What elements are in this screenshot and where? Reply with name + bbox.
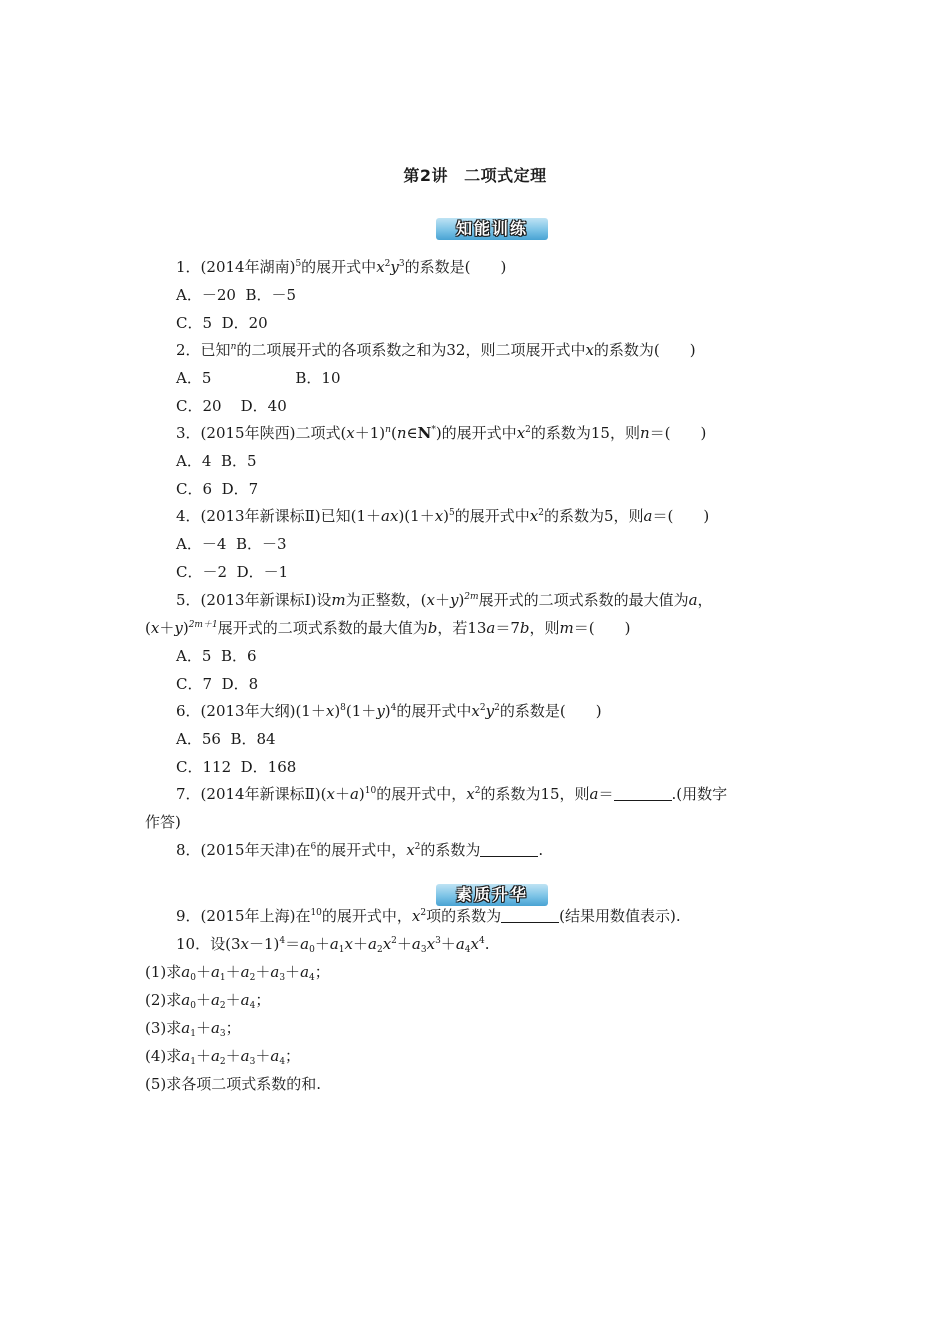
option-c: C．7 bbox=[176, 675, 213, 693]
option-b: B．84 bbox=[230, 730, 276, 748]
question-10-part-1: (1)求$a_0+a_1+a_2+a_3+a_4$； bbox=[145, 963, 330, 983]
answer-blank bbox=[614, 786, 672, 801]
option-d: D．8 bbox=[221, 675, 259, 693]
option-c: C．6 bbox=[176, 480, 213, 498]
option-a: A．－20 bbox=[176, 286, 236, 304]
option-a: A．－4 bbox=[176, 535, 227, 553]
option-c: C．－2 bbox=[176, 563, 228, 581]
section-banner-2: 素质升华 bbox=[436, 884, 548, 906]
question-4-options-ab bbox=[176, 534, 287, 554]
section-banner-1: 知能训练 bbox=[436, 218, 548, 240]
question-3-options-cd bbox=[176, 479, 258, 499]
option-a: A．5 bbox=[176, 369, 212, 387]
answer-blank bbox=[480, 842, 538, 857]
question-7-line-2: 作答) bbox=[145, 813, 181, 831]
question-1-options-cd bbox=[176, 313, 268, 333]
question-1: 1．(2014年湖南)$^5$的展开式中$x^2y^3$的系数是( ) bbox=[176, 258, 507, 276]
option-d: D．20 bbox=[221, 314, 268, 332]
question-10: 10．设$(3x-1)^4=a_0+a_1x+a_2x^2+a_3x^3+a_4x^4$. bbox=[176, 935, 490, 955]
question-3: 3．(2015年陕西)二项式$(x+1)^n(n\in N^*)$的展开式中$x^2$的系数为15，则n＝( ) bbox=[176, 424, 707, 442]
question-10-part-3: (3)求$a_1+a_3$； bbox=[145, 1019, 241, 1039]
option-a: A．56 bbox=[176, 730, 221, 748]
option-b: B．－3 bbox=[235, 535, 287, 553]
option-d: D．168 bbox=[240, 758, 297, 776]
option-c: C．112 bbox=[176, 758, 232, 776]
option-a: A．4 bbox=[176, 452, 212, 470]
option-c: C．5 bbox=[176, 314, 213, 332]
question-7: 7．(2014年新课标$Ⅱ)(x+a)^{10}$的展开式中，$x^2$的系数为15，则a＝ .(用数字 bbox=[176, 785, 728, 803]
question-6: 6．(2013年大纲)$(1+x)^8(1+y)^4$的展开式中$x^2y^2$的系数是( ) bbox=[176, 702, 602, 720]
question-2: 2．已知$^n$的二项展开式的各项系数之和为32，则二项展开式中x的系数为( ) bbox=[176, 341, 696, 359]
question-8: 8．(2015年天津)在$^6$的展开式中，$x^2$的系数为 . bbox=[176, 841, 544, 859]
question-5-options-ab bbox=[176, 646, 257, 666]
question-2-options-ab bbox=[176, 368, 341, 388]
option-b: B．5 bbox=[220, 452, 257, 470]
question-4-options-cd bbox=[176, 562, 288, 582]
question-10-part-2: (2)求$a_0+a_2+a_4$； bbox=[145, 991, 271, 1011]
question-2-options-cd bbox=[176, 396, 287, 416]
answer-blank bbox=[501, 908, 559, 923]
option-d: D．7 bbox=[221, 480, 259, 498]
question-4: 4．(2013年新课标Ⅱ)已知$(1+ax)(1+x)^5$的展开式中$x^2$的系数为5，则a＝( ) bbox=[176, 507, 710, 525]
question-6-options-cd bbox=[176, 757, 296, 777]
question-6-options-ab bbox=[176, 729, 276, 749]
question-5: 5．(2013年新课标Ⅰ)设m为正整数，$(x+y)^{2m}$展开式的二项式系数的最大值为a， bbox=[176, 591, 713, 609]
question-3-options-ab bbox=[176, 451, 257, 471]
question-5-options-cd bbox=[176, 674, 258, 694]
option-a: A．5 bbox=[176, 647, 212, 665]
option-c: C．20 bbox=[176, 397, 222, 415]
question-1-options-ab bbox=[176, 285, 296, 305]
question-5-line-2: $(x+y)^{2m+1}$展开式的二项式系数的最大值为b，若13a＝7b，则m＝( ) bbox=[145, 619, 631, 637]
question-10-part-4: (4)求$a_1+a_2+a_3+a_4$； bbox=[145, 1047, 301, 1067]
question-10-part-5: (5)求各项二项式系数的和. bbox=[145, 1075, 322, 1093]
option-b: B．6 bbox=[220, 647, 257, 665]
question-9: 9．(2015年上海)在$^{10}$的展开式中，$x^2$项的系数为 (结果用数值表示). bbox=[176, 907, 681, 925]
page-title: 第2讲 二项式定理 bbox=[403, 166, 547, 185]
option-b: B．－5 bbox=[245, 286, 297, 304]
option-b: B．10 bbox=[295, 369, 341, 387]
option-d: D．－1 bbox=[236, 563, 289, 581]
option-d: D．40 bbox=[240, 397, 287, 415]
